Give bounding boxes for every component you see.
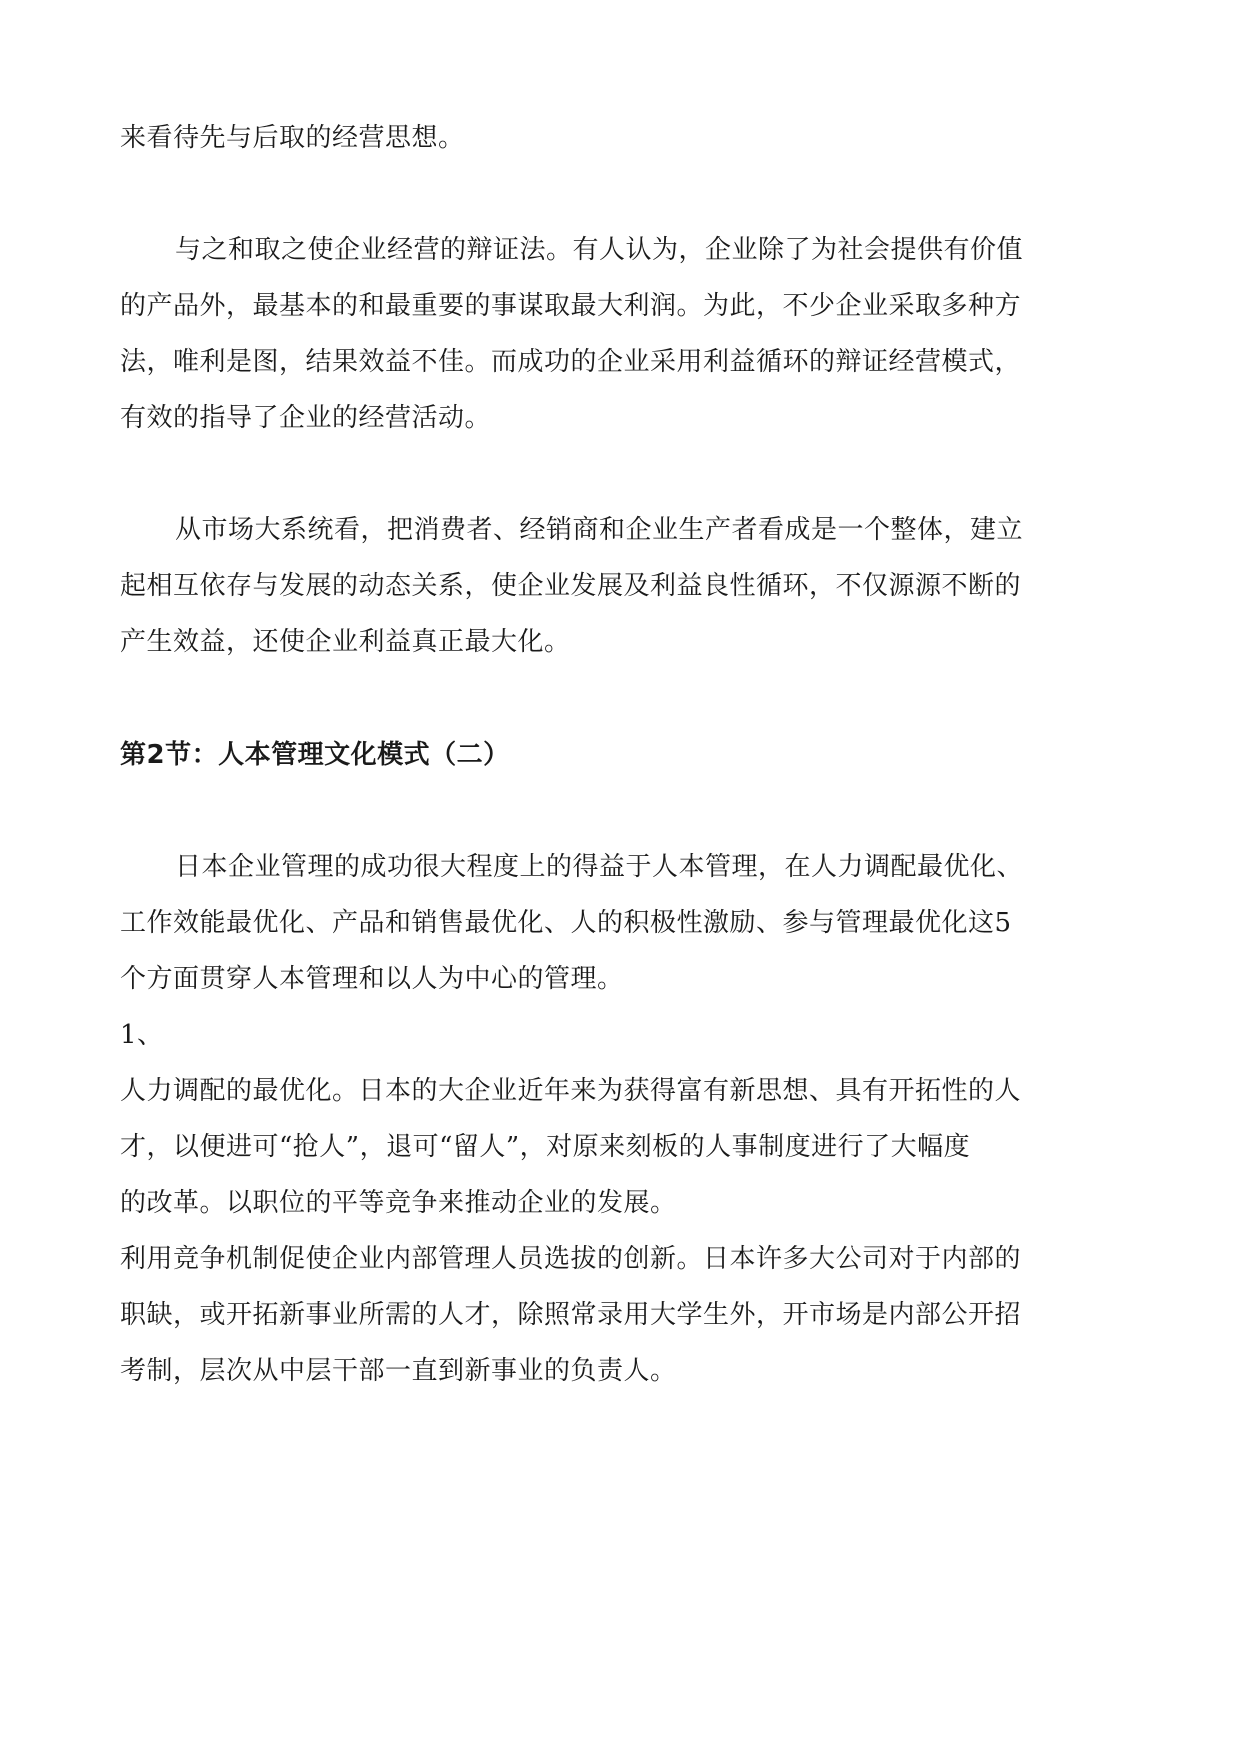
paragraph-line: 从市场大系统看，把消费者、经销商和企业生产者看成是一个整体，建立 — [175, 515, 1024, 545]
paragraph-line: 才，以便进可“抢人”，退可“留人”，对原来刻板的人事制度进行了大幅度 — [120, 1132, 971, 1162]
paragraph-line: 日本企业管理的成功很大程度上的得益于人本管理，在人力调配最优化、 — [175, 852, 1024, 882]
paragraph-line: 与之和取之使企业经营的辩证法。有人认为，企业除了为社会提供有价值 — [175, 235, 1024, 265]
paragraph-line: 产生效益，还使企业利益真正最大化。 — [120, 627, 571, 657]
paragraph-line: 的改革。以职位的平等竞争来推动企业的发展。 — [120, 1188, 677, 1218]
list-number: 1、 — [120, 1020, 164, 1050]
paragraph-line: 的产品外，最基本的和最重要的事谋取最大利润。为此，不少企业采取多种方 — [120, 291, 1022, 321]
paragraph-line: 利用竞争机制促使企业内部管理人员选拔的创新。日本许多大公司对于内部的 — [120, 1244, 1022, 1274]
paragraph-line: 考制，层次从中层干部一直到新事业的负责人。 — [120, 1356, 677, 1386]
paragraph-line: 职缺，或开拓新事业所需的人才，除照常录用大学生外，开市场是内部公开招 — [120, 1300, 1022, 1330]
paragraph-line: 起相互依存与发展的动态关系，使企业发展及利益良性循环，不仅源源不断的 — [120, 571, 1022, 601]
paragraph-line: 有效的指导了企业的经营活动。 — [120, 403, 492, 433]
section-heading: 第2节：人本管理文化模式（二） — [120, 740, 510, 770]
paragraph-line: 人力调配的最优化。日本的大企业近年来为获得富有新思想、具有开拓性的人 — [120, 1076, 1022, 1106]
paragraph-line: 工作效能最优化、产品和销售最优化、人的积极性激励、参与管理最优化这5 — [120, 908, 1012, 938]
paragraph-line: 法，唯利是图，结果效益不佳。而成功的企业采用利益循环的辩证经营模式， — [120, 347, 1022, 377]
paragraph-line: 个方面贯穿人本管理和以人为中心的管理。 — [120, 964, 624, 994]
paragraph-line: 来看待先与后取的经营思想。 — [120, 123, 465, 153]
